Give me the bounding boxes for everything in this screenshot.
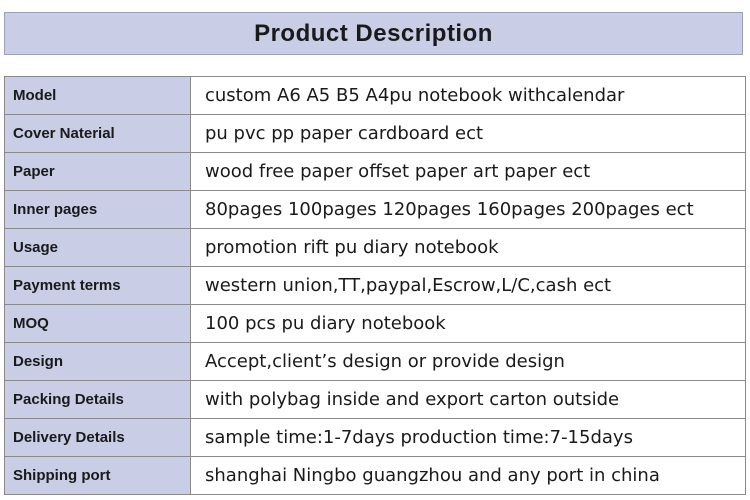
row-value-paper: wood free paper offset paper art paper ect	[191, 153, 746, 191]
table-row	[5, 343, 746, 381]
title-bar	[4, 12, 743, 55]
row-value-payment-terms: western union,TT,paypal,Escrow,L/C,cash ect	[191, 267, 746, 305]
row-label-inner-pages: Inner pages	[5, 191, 191, 229]
row-value-inner-pages: 80pages 100pages 120pages 160pages 200pages ect	[191, 191, 746, 229]
row-value-design: Accept,client’s design or provide design	[191, 343, 746, 381]
row-value-model: custom A6 A5 B5 A4pu notebook withcalendar	[191, 77, 746, 115]
table-row	[5, 267, 746, 305]
row-label-usage: Usage	[5, 229, 191, 267]
row-value-cover-material: pu pvc pp paper cardboard ect	[191, 115, 746, 153]
table-row	[5, 229, 746, 267]
row-label-cover-material: Cover Naterial	[5, 115, 191, 153]
table-row	[5, 305, 746, 343]
table-row	[5, 419, 746, 457]
row-value-usage: promotion rift pu diary notebook	[191, 229, 746, 267]
table-row	[5, 77, 746, 115]
table-row	[5, 381, 746, 419]
row-value-shipping-port: shanghai Ningbo guangzhou and any port in china	[191, 457, 746, 495]
row-value-delivery-details: sample time:1-7days production time:7-15days	[191, 419, 746, 457]
row-label-shipping-port: Shipping port	[5, 457, 191, 495]
row-label-moq: MOQ	[5, 305, 191, 343]
table-row	[5, 115, 746, 153]
table-row	[5, 191, 746, 229]
page-title: Product Description	[254, 19, 493, 47]
row-label-model: Model	[5, 77, 191, 115]
table-row	[5, 153, 746, 191]
row-label-payment-terms: Payment terms	[5, 267, 191, 305]
row-label-delivery-details: Delivery Details	[5, 419, 191, 457]
row-value-moq: 100 pcs pu diary notebook	[191, 305, 746, 343]
row-label-design: Design	[5, 343, 191, 381]
product-spec-table	[4, 76, 746, 495]
row-label-packing-details: Packing Details	[5, 381, 191, 419]
table-row	[5, 457, 746, 495]
row-label-paper: Paper	[5, 153, 191, 191]
row-value-packing-details: with polybag inside and export carton outside	[191, 381, 746, 419]
